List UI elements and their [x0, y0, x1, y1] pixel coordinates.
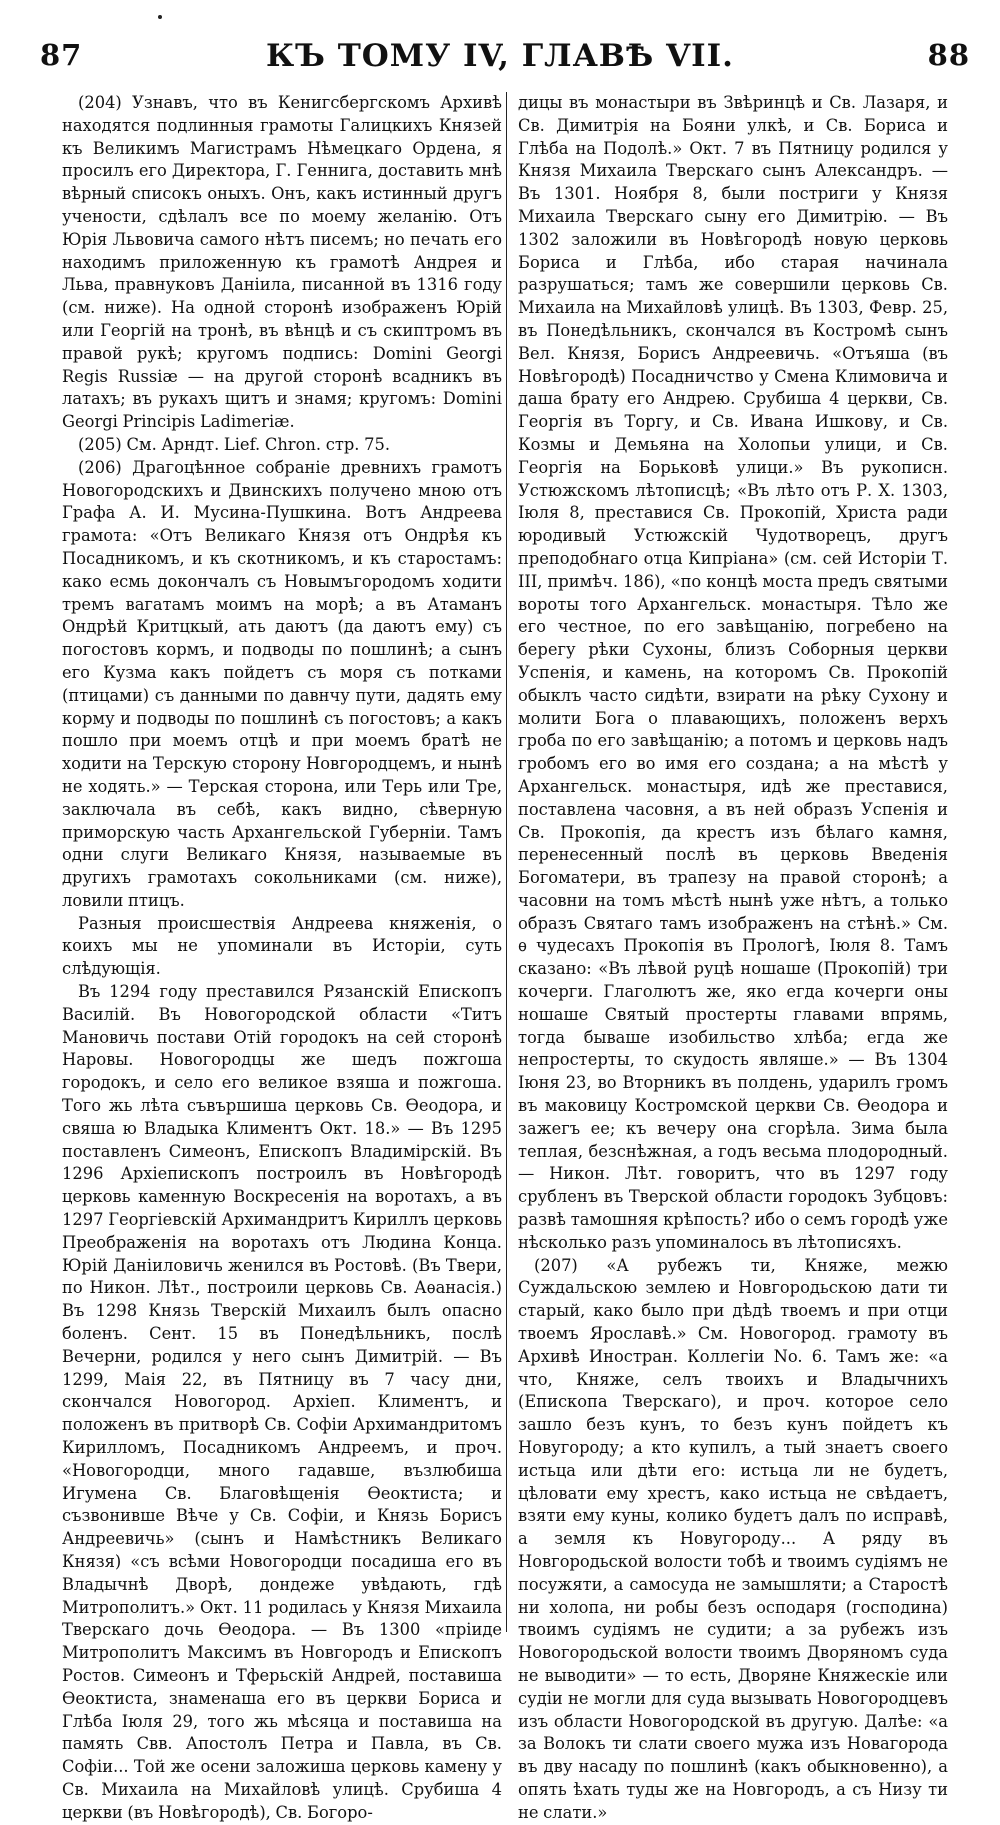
right-column	[518, 92, 948, 1822]
page-number-right: 88	[927, 38, 970, 72]
page-number-left: 87	[40, 38, 83, 72]
note-206: (206) Драгоцѣнное собраніе древнихъ грамотъ Новогородскихъ и Двинскихъ получено мною отъ Графа А. И. Мусина-Пушкина. Вотъ Андреева грамота: «Отъ Великаго Князя отъ Ондрѣя къ Посадникомъ, и къ скотникомъ, и къ старостамъ: како есмь докончалъ съ Новымъгородомъ ходити тремъ вагатамъ моимъ на морѣ; а въ Атаманъ Ондрѣй Критцкый, ать даютъ (да даютъ ему) съ погостовъ кормъ, и подводы по пошлинѣ; а сынъ его Кузма какъ пойдетъ съ моря съ потками (птицами) съ данными по давнчу пути, дадять ему корму и подводы по пошлинѣ съ погостовъ; а какъ пошло при моемъ отцѣ и при моемъ братѣ не ходити на Терскую сторону Новгородцемъ, и нынѣ не ходять.» — Терская сторона, или Терь или Тре, заключала въ себѣ, какъ видно, сѣверную приморскую часть Архангельской Губерніи. Тамъ одни слуги Великаго Князя, называемые въ другихъ грамотахъ сокольниками (см. ниже), ловили птицъ.	[62, 457, 502, 910]
paragraph-events-continued: дицы въ монастыри въ Звѣринцѣ и Св. Лазаря, и Св. Димитрія на Бояни улкѣ, и Св. Бориса и Глѣба на Подолѣ.» Окт. 7 въ Пятницу родился у Князя Михаила Тверскаго сынъ Александръ. — Въ 1301. Ноября 8, были постриги у Князя Михаила Тверскаго сыну его Димитрію. — Въ 1302 заложили въ Новѣгородѣ новую церковь Бориса и Глѣба, ибо старая начинала разрушаться; тамъ же совершили церковь Св. Михаила на Михайловѣ улицѣ. Въ 1303, Февр. 25, въ Понедѣльникъ, скончался въ Костромѣ сынъ Вел. Князя, Борисъ Андреевичь. «Отъяша (въ Новѣгородѣ) Посадничство у Смена Климовича и даша брату его Андрею. Срубиша 4 церкви, Св. Георгія въ Торгу, и Св. Ивана Ишкову, и Св. Козмы и Демьяна на Холопьи улици, и Св. Георгія на Борьковѣ улици.» Въ рукописн. Устюжскомъ лѣтописцѣ; «Въ лѣто отъ Р. Х. 1303, Іюля 8, преставися Св. Прокопій, Христа ради юродивый Устюжскій Чудотворецъ, другъ преподобнаго отца Кипріана» (см. сей Исторіи Т. III, примѣч. 186), «по концѣ моста предъ святыми вороты того Архангельск. монастыря. Тѣло же его честное, по его завѣщанію, погребено на берегу рѣки Сухоны, близъ Соборныя церкви Успенія, и камень, на которомъ Св. Прокопій обыклъ часто сидѣти, взирати на рѣку Сухону и молити Бога о плавающихъ, положенъ верхъ гроба по его завѣщанію; а потомъ и церковь надъ гробомъ его во имя его создана; а на мѣстѣ у Архангельск. монастыря, идѣ же преставися, поставлена часовня, а въ ней образъ Успенія и Св. Прокопія, да крестъ изъ бѣлаго камня, перенесенный послѣ въ церковь Введенія Богоматери, въ трапезу на правой сторонѣ; а часовни на томъ мѣстѣ нынѣ уже нѣтъ, а только образъ Святаго тамъ изображенъ на стѣнѣ.» См. ѳ чудесахъ Прокопія въ Прологѣ, Іюля 8. Тамъ сказано: «Въ лѣвой руцѣ ношаше (Прокопій) три кочерги. Глаголютъ же, яко егда кочерги оны ношаше Святый простерты главами впрямь, тогда бываше изобильство хлѣба; егда же непростерты, то скудость являше.» — Въ 1304 Іюня 23, во Вторникъ въ полдень, ударилъ громъ въ маковицу Костромской церкви Св. Ѳеодора и зажегъ ее; къ вечеру она сгорѣла. Зима была теплая, безснѣжная, а годъ весьма плодородный. — Никон. Лѣт. говоритъ, что въ 1297 году срубленъ въ Тверской области городокъ Зубцовъ: развѣ тамошняя крѣпость? ибо о семъ городѣ уже нѣсколько разъ упоминалось въ лѣтописяхъ.	[518, 93, 948, 1252]
note-204: (204) Узнавъ, что въ Кенигсбергскомъ Архивѣ находятся подлинныя грамоты Галицкихъ Князей къ Великимъ Магистрамъ Нѣмецкаго Ордена, я просилъ его Директора, Г. Геннига, доставить мнѣ вѣрный списокъ оныхъ. Онъ, какъ истинный другъ учености, сдѣлалъ все по моему желанію. Отъ Юрія Львовича самого нѣтъ писемъ; но печать его находимъ приложенную къ грамотѣ Андрея и Льва, правнуковъ Даніила, писанной въ 1316 году (см. ниже). На одной сторонѣ изображенъ Юрій или Георгій на тронѣ, въ вѣнцѣ и съ скиптромъ въ правой рукѣ; кругомъ подпись: Domini Georgi Regis Russiæ — на другой сторонѣ всадникъ въ латахъ; въ рукахъ щитъ и знамя; кругомъ: Domini Georgi Principis Ladimeriæ.	[62, 93, 502, 432]
paragraph-events-intro: Разныя происшествія Андреева княженія, о коихъ мы не упоминали въ Исторіи, суть слѣдующія.	[62, 913, 502, 979]
left-column	[62, 92, 502, 1822]
note-205: (205) См. Арндт. Lief. Chron. стр. 75.	[78, 434, 391, 454]
page-header	[0, 38, 1000, 78]
running-title: КЪ ТОМУ IV, ГЛАВѢ VII.	[266, 38, 734, 74]
paragraph-events-1294: Въ 1294 году преставился Рязанскій Епископъ Василій. Въ Новогородской области «Титъ Мановичь постави Отій городокъ на сей сторонѣ Наровы. Новогородцы же шедъ пожгоша городокъ, и село его великое взяша и пожгоша. Того жь лѣта съвършиша церковь Св. Ѳеодора, и свяша ю Владыка Климентъ Окт. 18.» — Въ 1295 поставленъ Симеонъ, Епископъ Владимірскій. Въ 1296 Архіепископъ построилъ въ Новѣгородѣ церковь каменную Воскресенія на воротахъ, а въ 1297 Георгіевскій Архимандритъ Кириллъ церковь Преображенія на воротахъ отъ Людина Конца. Юрій Даніиловичь женился въ Ростовѣ. (Въ Твери, по Никон. Лѣт., построили церковь Св. Аѳанасія.) Въ 1298 Князь Тверскій Михаилъ былъ опасно боленъ. Сент. 15 въ Понедѣльникъ, послѣ Вечерни, родился у него сынъ Димитрій. — Въ 1299, Маія 22, въ Пятницу въ 7 часу дни, скончался Новогород. Архіеп. Климентъ, и положенъ въ притворѣ Св. Софіи Архимандритомъ Кирилломъ, Посадникомъ Андреемъ, и проч. «Новогородци, много гадавше, възлюбиша Игумена Св. Благовѣщенія Ѳеоктиста; и съзвонивше Вѣче у Св. Софіи, и Князь Борисъ Андреевичь» (сынъ и Намѣстникъ Великаго Князя) «съ всѣми Новогородци посадиша его въ Владычнѣ Дворѣ, дондеже увѣдають, гдѣ Митрополитъ.» Окт. 11 родилась у Князя Михаила Тверскаго дочь Ѳеодора. — Въ 1300 «пріиде Митрополитъ Максимъ въ Новгородъ и Епископъ Ростов. Симеонъ и Тферьскій Андрей, поставиша Ѳеоктиста, знаменаша его въ церкви Бориса и Глѣба Іюля 29, того жь мѣсяца и поставиша на память Свв. Апостолъ Петра и Павла, въ Св. Софіи... Той же осени заложиша церковь камену у Св. Михаила на Михайловѣ улицѣ. Срубиша 4 церкви (въ Новѣгородѣ), Св. Богоро-	[62, 982, 502, 1822]
column-divider	[506, 92, 507, 1632]
note-207: (207) «А рубежъ ти, Княже, межю Суждальскою землею и Новгородьскою дати ти старый, како было при дѣдѣ твоемъ и при отци твоемъ Ярославѣ.» См. Новогород. грамоту въ Архивѣ Иностран. Коллегіи No. 6. Тамъ же: «а что, Княже, селъ твоихъ и Владычнихъ (Епископа Тверскаго), и проч. которое село зашло безъ кунъ, то безъ кунъ пойдетъ къ Новугороду; а кто купилъ, а тый знаетъ своего истьца или дѣти его: истьца ли не будетъ, цѣловати ему хрестъ, како истьца не свѣдаетъ, взяти ему куны, колико будетъ далъ по исправѣ, а земля къ Новугороду... А ряду въ Новгородьской волости тобѣ и твоимъ судіямъ не посужяти, а самосуда не замышляти; а Старостѣ ни холопа, ни робы безъ осподаря (господина) твоимъ судіямъ не судити; а за рубежъ изъ Новогородьской волости твоимъ Дворяномъ суда не выводити» — то есть, Дворяне Княжескіе или судіи не могли для суда вызывать Новогородцевъ изъ области Новогородской въ другую. Далѣе: «а за Волокъ ти слати своего мужа изъ Новагорода въ дву насаду по пошлинѣ (какъ обыкновенно), а опять ѣхать туды же на Новгородъ, а съ Низу ти не слати.»	[518, 1255, 948, 1822]
print-speck	[158, 15, 162, 19]
